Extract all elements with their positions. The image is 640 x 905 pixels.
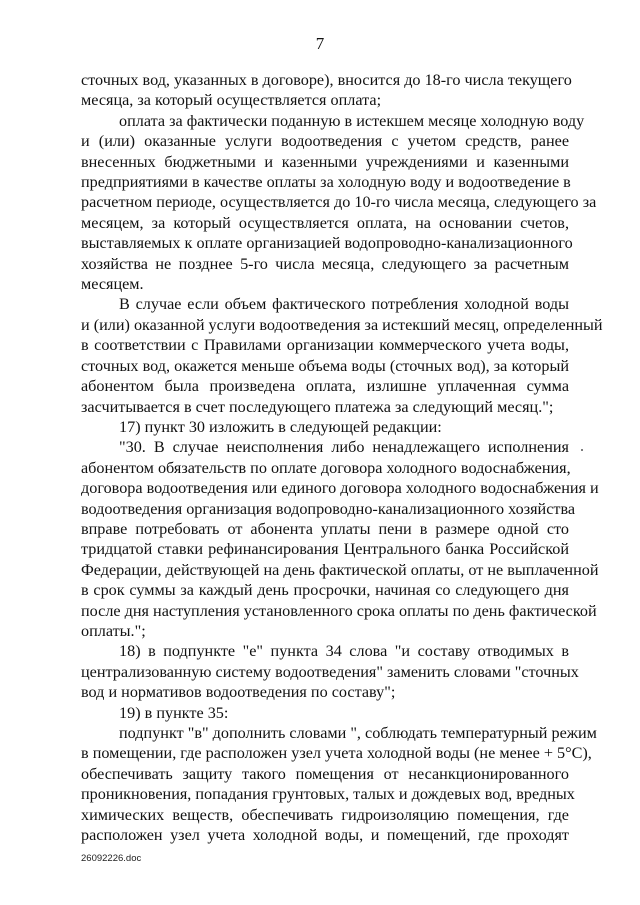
text-line: договора водоотведения или единого договора холодного водоснабжения и: [81, 479, 599, 498]
text-line: оплаты.";: [81, 621, 146, 640]
text-line: вправе потребовать от абонента уплаты пени в размере одной сто: [81, 519, 569, 538]
text-line: Федерации, действующей на день фактической оплаты, от не выплаченной: [81, 560, 599, 579]
footer-filename: 26092226.doc: [81, 853, 142, 864]
text-line: засчитывается в счет последующего платежа за следующий месяц.";: [81, 397, 554, 416]
text-line: абонентом обязательств по оплате договора холодного водоснабжения,: [81, 458, 571, 477]
text-line: абонентом была произведена оплата, излишне уплаченная сумма: [81, 377, 569, 396]
text-line: выставляемых к оплате организацией водопроводно-канализационного: [81, 234, 573, 253]
text-line: 19) в пункте 35:: [119, 703, 229, 722]
text-line: 17) пункт 30 изложить в следующей редакции:: [119, 417, 442, 436]
text-line: проникновения, попадания грунтовых, талых и дождевых вод, вредных: [81, 785, 575, 804]
text-line: и (или) оказанные услуги водоотведения с учетом средств, ранее: [81, 132, 569, 151]
text-line: сточных вод, окажется меньше объема воды (сточных вод), за который: [81, 356, 569, 375]
text-line: предприятиями в качестве оплаты за холодную воду и водоотведение в: [81, 173, 571, 192]
speck-mark: [581, 449, 583, 451]
text-line: вод и нормативов водоотведения по составу";: [81, 683, 396, 702]
text-line: подпункт "в" дополнить словами ", соблюдать температурный режим: [119, 724, 597, 742]
document-body: [81, 70, 603, 845]
text-line: в срок суммы за каждый день просрочки, начиная со следующего дня: [81, 581, 569, 600]
text-line: в помещении, где расположен узел учета холодной воды (не менее + 5°C),: [81, 744, 592, 763]
text-line: расчетном периоде, осуществляется до 10-го числа месяца, следующего за: [81, 193, 597, 212]
text-line: месяца, за который осуществляется оплата;: [81, 91, 382, 110]
text-line: месяцем, за который осуществляется оплата, на основании счетов,: [81, 213, 569, 232]
text-line: после дня наступления установленного срока оплаты по день фактической: [81, 601, 597, 620]
text-line: централизованную систему водоотведения" заменить словами "сточных: [81, 662, 579, 681]
text-line: обеспечивать защиту такого помещения от несанкционированного: [81, 764, 569, 783]
text-line: "30. В случае неисполнения либо ненадлежащего исполнения: [119, 438, 569, 457]
text-line: внесенных бюджетными и казенными учреждениями и казенными: [81, 152, 569, 171]
text-line: сточных вод, указанных в договоре), вносится до 18-го числа текущего: [81, 71, 572, 89]
text-line: тридцатой ставки рефинансирования Центрального банка Российской: [81, 540, 569, 559]
text-line: оплата за фактически поданную в истекшем месяце холодную воду: [119, 111, 585, 130]
text-line: расположен узел учета холодной воды, и помещений, где проходят: [81, 826, 569, 845]
page-number: 7: [315, 34, 325, 53]
text-line: В случае если объем фактического потребления холодной воды: [119, 295, 569, 314]
text-line: химических веществ, обеспечивать гидроизоляцию помещения, где: [81, 805, 569, 824]
text-line: водоотведения организация водопроводно-канализационного хозяйства: [81, 499, 576, 518]
text-line: и (или) оказанной услуги водоотведения за истекший месяц, определенный: [81, 315, 603, 334]
text-line: в соответствии с Правилами организации коммерческого учета воды,: [81, 336, 569, 355]
text-line: 18) в подпункте "е" пункта 34 слова "и составу отводимых в: [119, 642, 569, 661]
text-line: месяцем.: [81, 275, 144, 294]
text-line: хозяйства не позднее 5-го числа месяца, следующего за расчетным: [81, 254, 569, 273]
